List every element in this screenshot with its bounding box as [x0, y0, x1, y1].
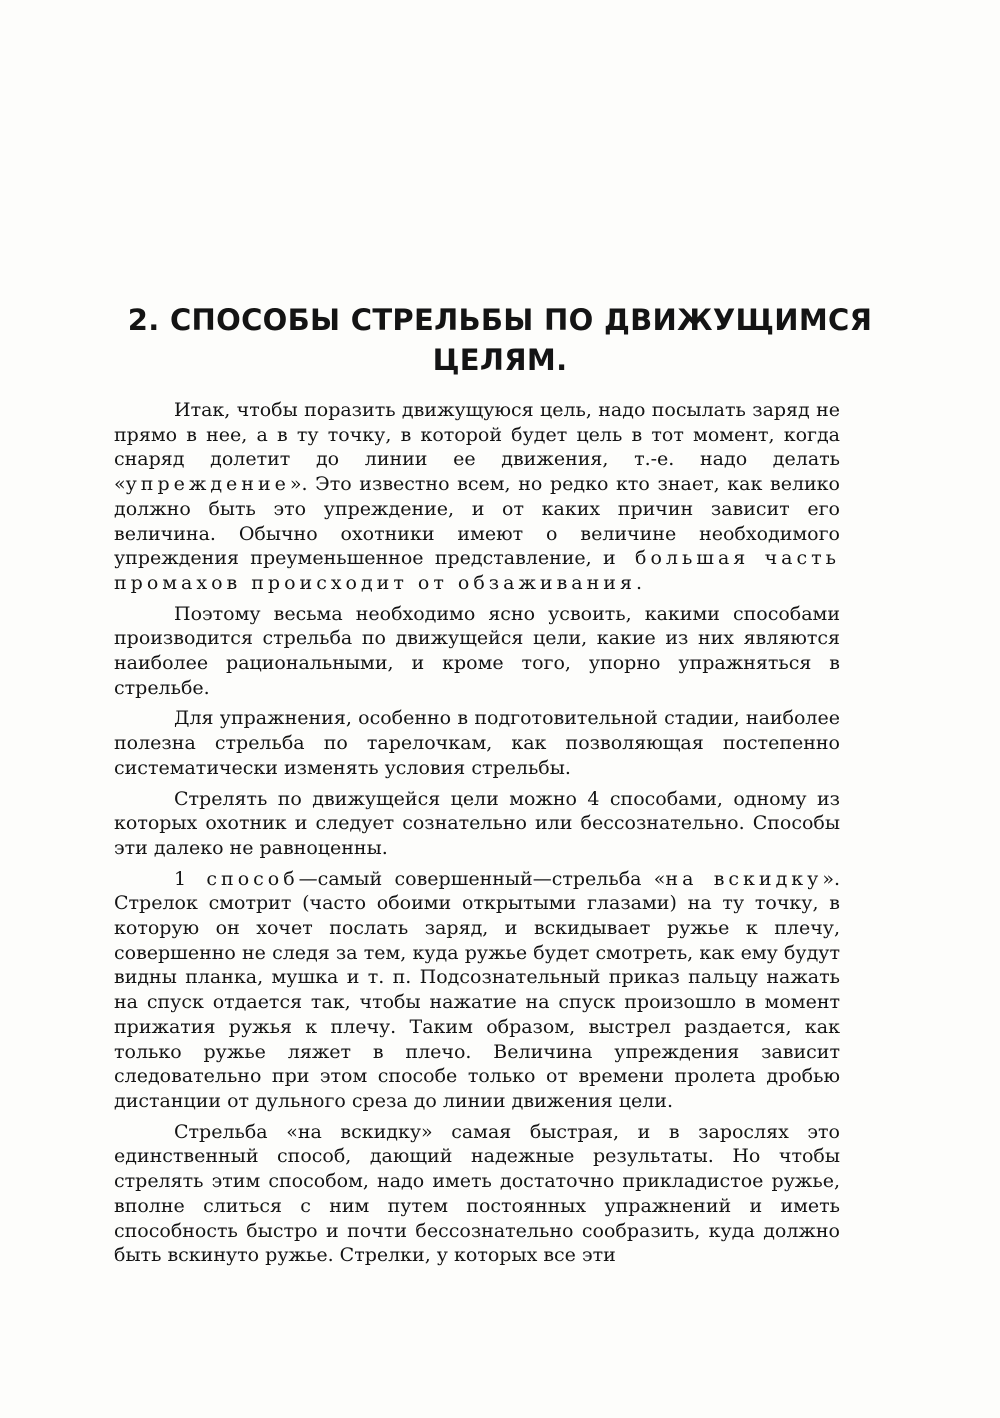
- paragraph-5-text-a: —самый совершенный—стрельба «: [298, 867, 666, 890]
- paragraph-1: [114, 398, 840, 596]
- paragraph-5-spaced-term: на вскидку: [665, 867, 823, 890]
- paragraph-2: Поэтому весьма необходимо ясно усвоить, какими способами производится стрельба по движущейся цели, какие из них являются наиболее рациональными, и кроме того, упорно упражняться в стрельбе.: [114, 602, 840, 699]
- body-text: [114, 398, 840, 1274]
- chapter-heading-line-2: ЦЕЛЯМ.: [432, 343, 568, 377]
- paragraph-5-spaced-lead: 1 способ: [174, 867, 299, 890]
- paragraph-1-spaced-term: упреждение: [125, 473, 290, 496]
- chapter-heading: [120, 300, 880, 380]
- paragraph-5-text-b: ». Стрелок смотрит (часто обоими открытыми глазами) на ту точку, в которую он хочет послать заряд, и вскидывает ружье к плечу, совершенно не следя за тем, куда ружье будет смотреть, как ему будут видны планка, мушка и т. п. Подсознательный приказ пальцу нажать на спуск отдается так, чтобы нажатие на спуск произошло в момент прижатия ружья к плечу. Таким образом, выстрел раздается, как только ружье ляжет в плечо. Величина упреждения зависит следовательно при этом способе только от времени пролета дробью дистанции от дульного среза до линии движения цели.: [114, 867, 841, 1112]
- paragraph-1-text-a: Итак, чтобы поразить движущуюся цель, надо посылать заряд не прямо в нее, а в ту точку, в которой будет цель в тот момент, когда снаряд долетит до линии ее движения, т.-е. надо делать «: [114, 399, 840, 496]
- paragraph-3: Для упражнения, особенно в подготовительной стадии, наиболее полезна стрельба по тарелочкам, как позволяющая постепенно систематически изменять условия стрельбы.: [114, 707, 840, 779]
- paragraph-4: Стрелять по движущейся цели можно 4 способами, одному из которых охотник и следует сознательно или бессознательно. Способы эти далеко не равноценны.: [114, 787, 840, 859]
- paragraph-1-text-b: ». Это известно всем, но редко кто знает, как велико должно быть это упреждение, и от каких причин зависит его величина. Обычно охотники имеют о величине необходимого упреждения преуменьшенное представление,: [114, 473, 840, 570]
- paragraph-5: [114, 867, 840, 1114]
- paragraph-1-spaced-phrase: и большая часть промахов происходит от обзаживания.: [114, 547, 840, 594]
- chapter-heading-line-1: 2. СПОСОБЫ СТРЕЛЬБЫ ПО ДВИЖУЩИМСЯ: [127, 303, 873, 337]
- paragraph-6: Стрельба «на вскидку» самая быстрая, и в зарослях это единственный способ, дающий надежные результаты. Но чтобы стрелять этим способом, надо иметь достаточно прикладистое ружье, вполне слиться с ним путем постоянных упражнений и иметь способность быстро и почти бессознательно сообразить, куда должно быть вскинуто ружье. Стрелки, у которых все эти: [114, 1120, 840, 1267]
